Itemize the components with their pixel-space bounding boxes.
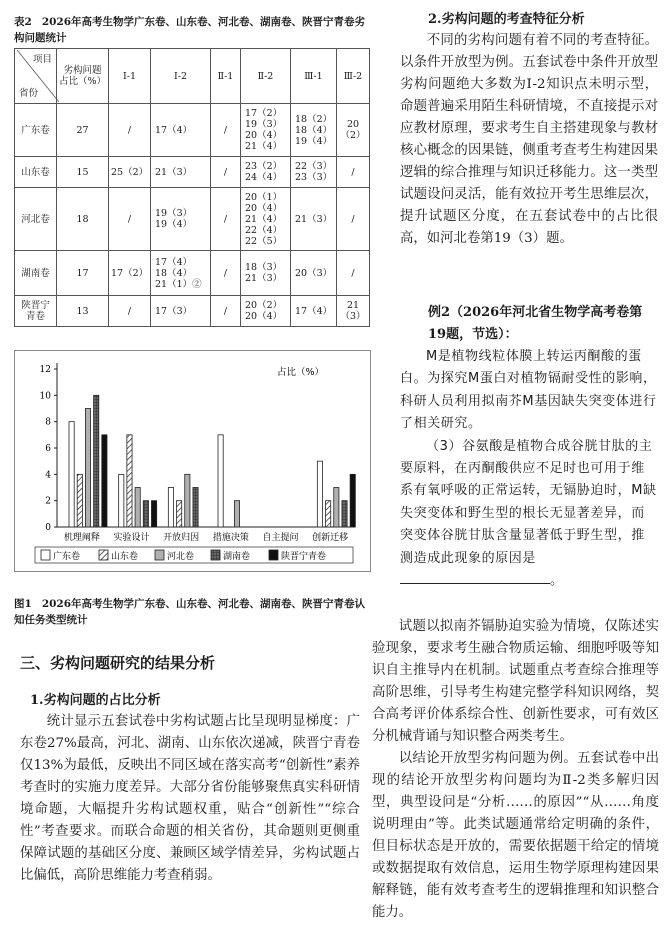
table-cell: 23（2） 24（4）: [241, 157, 291, 188]
section-title: 三、劣构问题研究的结果分析: [20, 654, 216, 672]
table-cell: 27: [57, 104, 109, 157]
table-cell: 陕晋宁青卷: [15, 296, 57, 327]
table-cell: 湖南卷: [15, 251, 57, 296]
analysis-text: 试题以拟南芥镉胁迫实验为情境，仅陈述实验现象，要求考生融合物质运输、细胞呼吸等知识自主推导内在机制。试题重点考查综合推理等高阶思维，引导考生构建完整学科知识网络，契合高考评价体系综合性、创新性要求，可有效区分机械背诵与知识整合两类考生。 以结论开放型劣构问题为例。五套试卷中出现的结论开放型劣构问题均为Ⅱ-2类多解归因型，典型设问是“分析……的原因”“从……角度说明理由”等。此类试题通常给定明确的条件，但目标状态是开放的，需要依据题干给定的情境或数据提取有效信息，运用生物学原理构建因果解释链，能有效考查考生的逻辑推理和知识整合能力。: [372, 619, 659, 920]
subsection-2-text: 不同的劣构问题有着不同的考查特征。以条件开放型为例。五套试卷中条件开放型劣构问题绝大多数为Ⅰ-2知识点未明示型，命题普遍采用陌生科研情境，不直接提示对应教材原理，要求考生自主搭建现象与教材核心概念的因果链，侧重考查考生构建因果逻辑的综合推理与知识迁移能力。这一类型试题设问灵活，能有效拉开考生思维层次，提升试题区分度，在五套试卷中的占比很高，如河北卷第19（3）题。: [400, 33, 658, 246]
legend-label: 陕晋宁青卷: [281, 552, 327, 562]
figure-caption: [14, 596, 369, 628]
example-heading: 例2（2026年河北省生物学高考卷第19题，节选）：: [428, 305, 643, 342]
y-tick-label: 12: [39, 365, 51, 375]
subsection-1-text: 统计显示五套试卷中劣构试题占比呈现明显梯度：广东卷27%最高，河北、湖南、山东依次递减，陕晋宁青卷仅13%为最低，反映出不同区域在落实高考“创新性”素养考查时的实施力度差异。大部分省份能够聚焦真实科研情境命题，大幅提升劣构试题权重，贴合“创新性”“综合性”考查要求。而联合命题的相关省份，其命题则更侧重保障试题的基础区分度、兼顾区域学情差异，劣构试题占比偏低，高阶思维能力考查稍弱。: [20, 714, 360, 883]
table-cell: /: [109, 104, 151, 157]
y-axis-label: 占比（%）: [277, 367, 325, 378]
table-cell: 19（3） 19（4）: [151, 188, 211, 251]
table-cell: 13: [57, 296, 109, 327]
bar: [85, 409, 90, 528]
bar: [317, 461, 322, 527]
bar: [127, 435, 132, 527]
bar: [350, 474, 355, 527]
table-cell: /: [337, 157, 370, 188]
table-cell: 广东卷: [15, 104, 57, 157]
legend-swatch: [211, 550, 220, 560]
table-cell: 15: [57, 157, 109, 188]
y-tick-label: 4: [45, 470, 51, 481]
y-tick-label: 8: [45, 417, 51, 428]
legend-label: 广东卷: [53, 552, 81, 562]
table-row: [15, 251, 370, 296]
table-cell: /: [211, 188, 241, 251]
table-cell: 17（4） 18（4） 21（1）②: [151, 251, 211, 296]
header-top-label: 项目: [32, 54, 52, 65]
bar: [102, 435, 107, 527]
table-cell: 21（3）: [291, 188, 337, 251]
table-cell: 18（3） 21（3）: [241, 251, 291, 296]
table-cell: 17（2）: [109, 251, 151, 296]
column-header: 劣构问题占比（%）: [57, 49, 109, 104]
category-label: 实验设计: [113, 533, 150, 543]
table-cell: 21（3）: [337, 296, 370, 327]
subsection-title-2: 2.劣构问题的考查特征分析: [428, 12, 585, 27]
table-header-row: [15, 49, 370, 104]
table-number: 表2: [14, 16, 32, 28]
table-cell: 20（3）: [291, 251, 337, 296]
table-cell: 17（4）: [151, 104, 211, 157]
legend-swatch: [99, 550, 108, 560]
legend-swatch: [155, 550, 164, 560]
answer-blank: [400, 571, 550, 584]
figure-number: 图1: [14, 598, 32, 610]
bar: [334, 488, 339, 528]
table-row: [15, 188, 370, 251]
y-tick-label: 10: [39, 391, 51, 402]
table-cell: 17（4）: [291, 296, 337, 327]
bar-chart: [15, 351, 370, 571]
table-cell: 山东卷: [15, 157, 57, 188]
figure-frame: [14, 350, 371, 572]
table-cell: /: [211, 251, 241, 296]
table-cell: 25（2）: [109, 157, 151, 188]
table-caption: [14, 14, 369, 46]
table-caption-text: 2026年高考生物学广东卷、山东卷、河北卷、湖南卷、陕晋宁青卷劣构问题统计: [14, 16, 366, 44]
table-cell: /: [211, 104, 241, 157]
column-header: Ⅰ-2: [151, 49, 211, 104]
column-header: Ⅲ-2: [337, 49, 370, 104]
bar: [151, 501, 156, 527]
subsection-title-1: 1.劣构问题的占比分析: [30, 693, 161, 708]
table-cell: /: [109, 296, 151, 327]
category-label: 创新迁移: [312, 533, 349, 543]
category-label: 自主提问: [262, 533, 299, 543]
column-header: Ⅲ-1: [291, 49, 337, 104]
bar: [193, 488, 198, 528]
legend-swatch: [41, 550, 50, 560]
table-row: [15, 104, 370, 157]
bar: [94, 395, 99, 527]
bar: [143, 501, 148, 527]
bar: [177, 501, 182, 527]
legend-label: 河北卷: [167, 552, 195, 562]
y-tick-label: 6: [45, 444, 51, 454]
table-row: [15, 157, 370, 188]
table-cell: /: [211, 296, 241, 327]
legend-label: 山东卷: [111, 552, 139, 562]
column-header: Ⅰ-1: [109, 49, 151, 104]
table-cell: 17: [57, 251, 109, 296]
bar: [185, 474, 190, 527]
bar: [69, 422, 74, 527]
table-cell: 17（2） 19（3） 20（4） 21（4）: [241, 104, 291, 157]
category-label: 开放归因: [163, 533, 200, 543]
bar: [168, 488, 173, 528]
table-cell: /: [337, 188, 370, 251]
table-cell: 河北卷: [15, 188, 57, 251]
data-table: [14, 48, 370, 327]
figure-caption-text: 2026年高考生物学广东卷、山东卷、河北卷、湖南卷、陕晋宁青卷认知任务类型统计: [14, 598, 366, 626]
table-cell: 18: [57, 188, 109, 251]
table-cell: 20（2） 20（4）: [241, 296, 291, 327]
bar: [218, 435, 223, 527]
bar: [135, 488, 140, 528]
bar: [234, 501, 239, 527]
category-label: 措施决策: [212, 533, 249, 543]
table-cell: 17（3）: [151, 296, 211, 327]
bar: [342, 501, 347, 527]
table-row: [15, 296, 370, 327]
legend-swatch: [269, 550, 278, 560]
table-cell: 20（1） 20（4） 21（4） 22（4） 22（5）: [241, 188, 291, 251]
column-header: Ⅱ-1: [211, 49, 241, 104]
category-label: 机理阐释: [63, 533, 100, 543]
bar: [326, 501, 331, 527]
table-cell: 21（3）: [151, 157, 211, 188]
table-cell: /: [109, 188, 151, 251]
table-cell: /: [337, 251, 370, 296]
header-bottom-label: 省份: [19, 88, 39, 99]
table-cell: 18（2） 18（4） 19（4）: [291, 104, 337, 157]
legend-label: 湖南卷: [223, 552, 251, 562]
column-header: Ⅱ-2: [241, 49, 291, 104]
table-corner-cell: [15, 49, 57, 104]
table-cell: 22（3） 23（3）: [291, 157, 337, 188]
bar: [119, 474, 124, 527]
y-tick-label: 0: [45, 523, 51, 533]
y-tick-label: 2: [45, 496, 51, 507]
table-cell: 20（2）: [337, 104, 370, 157]
table-cell: /: [211, 157, 241, 188]
bar: [77, 474, 82, 527]
example-quote: M是植物线粒体膜上转运丙酮酸的蛋白。为探究M蛋白对植物镉耐受性的影响，科研人员利用拟南芥M基因缺失突变体进行了相关研究。 （3）谷氨酸是植物合成谷胱甘肽的主要原料，在丙酮酸供应不足时也可用于维系有氧呼吸的正常运转，无镉胁迫时，M缺失突变体和野生型的根长无显著差异，而突变体谷胱甘肽含量显著低于野生型，推测造成此现象的原因是。: [400, 349, 657, 589]
